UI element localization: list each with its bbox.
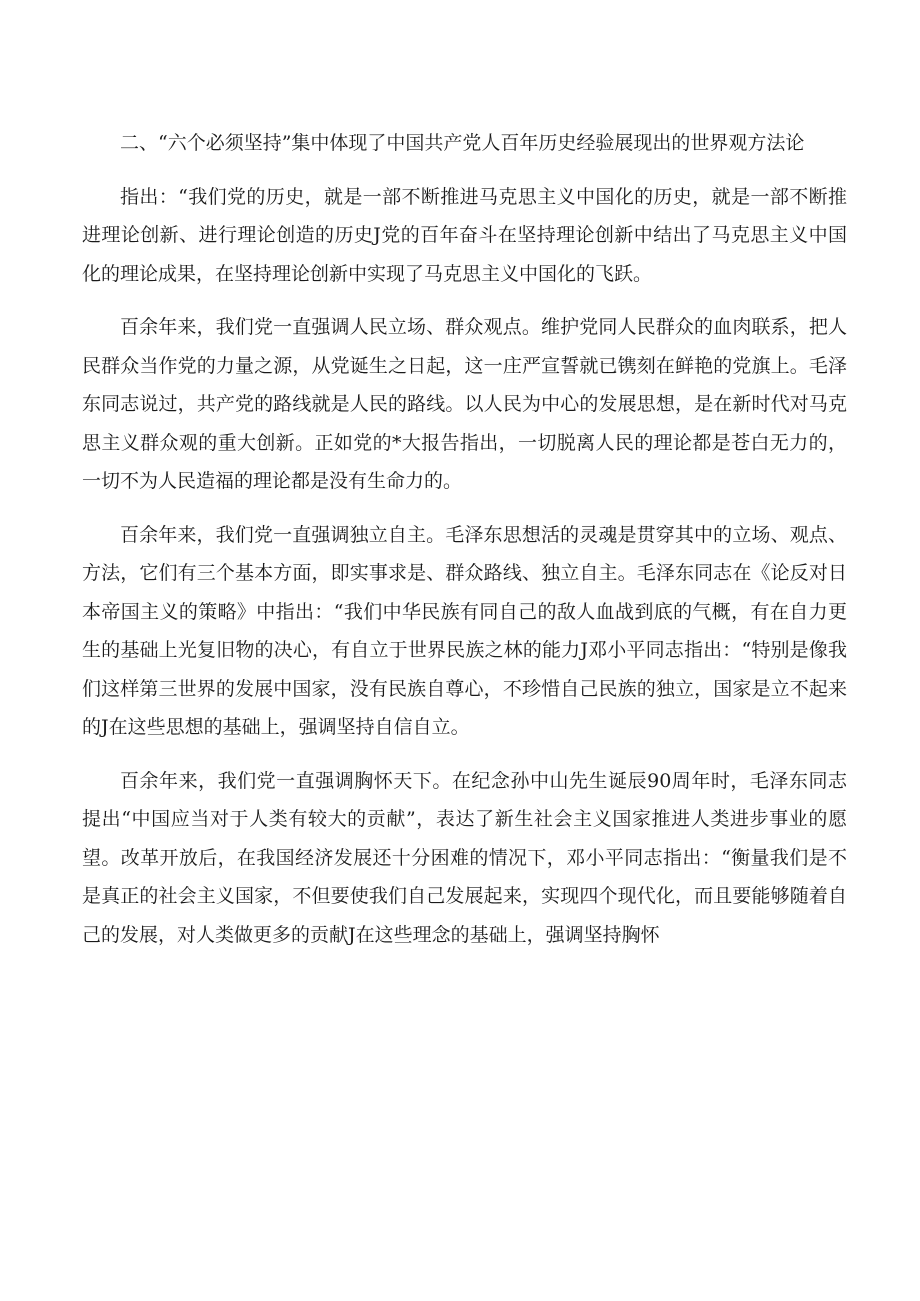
section-heading: 二、“六个必须坚持”集中体现了中国共产党人百年历史经验展现出的世界观方法论 xyxy=(120,132,805,154)
document-body xyxy=(82,124,847,969)
paragraph-independence: 百余年来，我们党一直强调独立自主。毛泽东思想活的灵魂是贯穿其中的立场、观点、方法，它们有三个基本方面，即实事求是、群众路线、独立自主。毛泽东同志在《论反对日本帝国主义的策略》中指出：“我们中华民族有同自己的敌人血战到底的气概，有在自力更生的基础上光复旧物的决心，有自立于世界民族之林的能力J邓小平同志指出：“特别是像我们这样第三世界的发展中国家，没有民族自尊心，不珍惜自己民族的独立，国家是立不起来的J在这些思想的基础上，强调坚持自信自立。 xyxy=(82,523,847,738)
paragraph-theory-innovation: 指出：“我们党的历史，就是一部不断推进马克思主义中国化的历史，就是一部不断推进理论创新、进行理论创造的历史J党的百年奋斗在坚持理论创新中结出了马克思主义中国化的理论成果，在坚持理论创新中实现了马克思主义中国化的飞跃。 xyxy=(82,185,847,285)
paragraph-people-stance: 百余年来，我们党一直强调人民立场、群众观点。维护党同人民群众的血肉联系，把人民群众当作党的力量之源，从党诞生之日起，这一庄严宣誓就已镌刻在鲜艳的党旗上。毛泽东同志说过，共产党的路线就是人民的路线。以人民为中心的发展思想，是在新时代对马克思主义群众观的重大创新。正如党的*大报告指出，一切脱离人民的理论都是苍白无力的，一切不为人民造福的理论都是没有生命力的。 xyxy=(82,316,847,492)
paragraph-world-vision: 百余年来，我们党一直强调胸怀天下。在纪念孙中山先生诞辰90周年时，毛泽东同志提出“中国应当对于人类有较大的贡献”，表达了新生社会主义国家推进人类进步事业的愿望。改革开放后，在我国经济发展还十分困难的情况下，邓小平同志指出：“衡量我们是不是真正的社会主义国家，不但要使我们自己发展起来，实现四个现代化，而且要能够随着自己的发展，对人类做更多的贡献J在这些理念的基础上，强调坚持胸怀 xyxy=(82,769,847,946)
